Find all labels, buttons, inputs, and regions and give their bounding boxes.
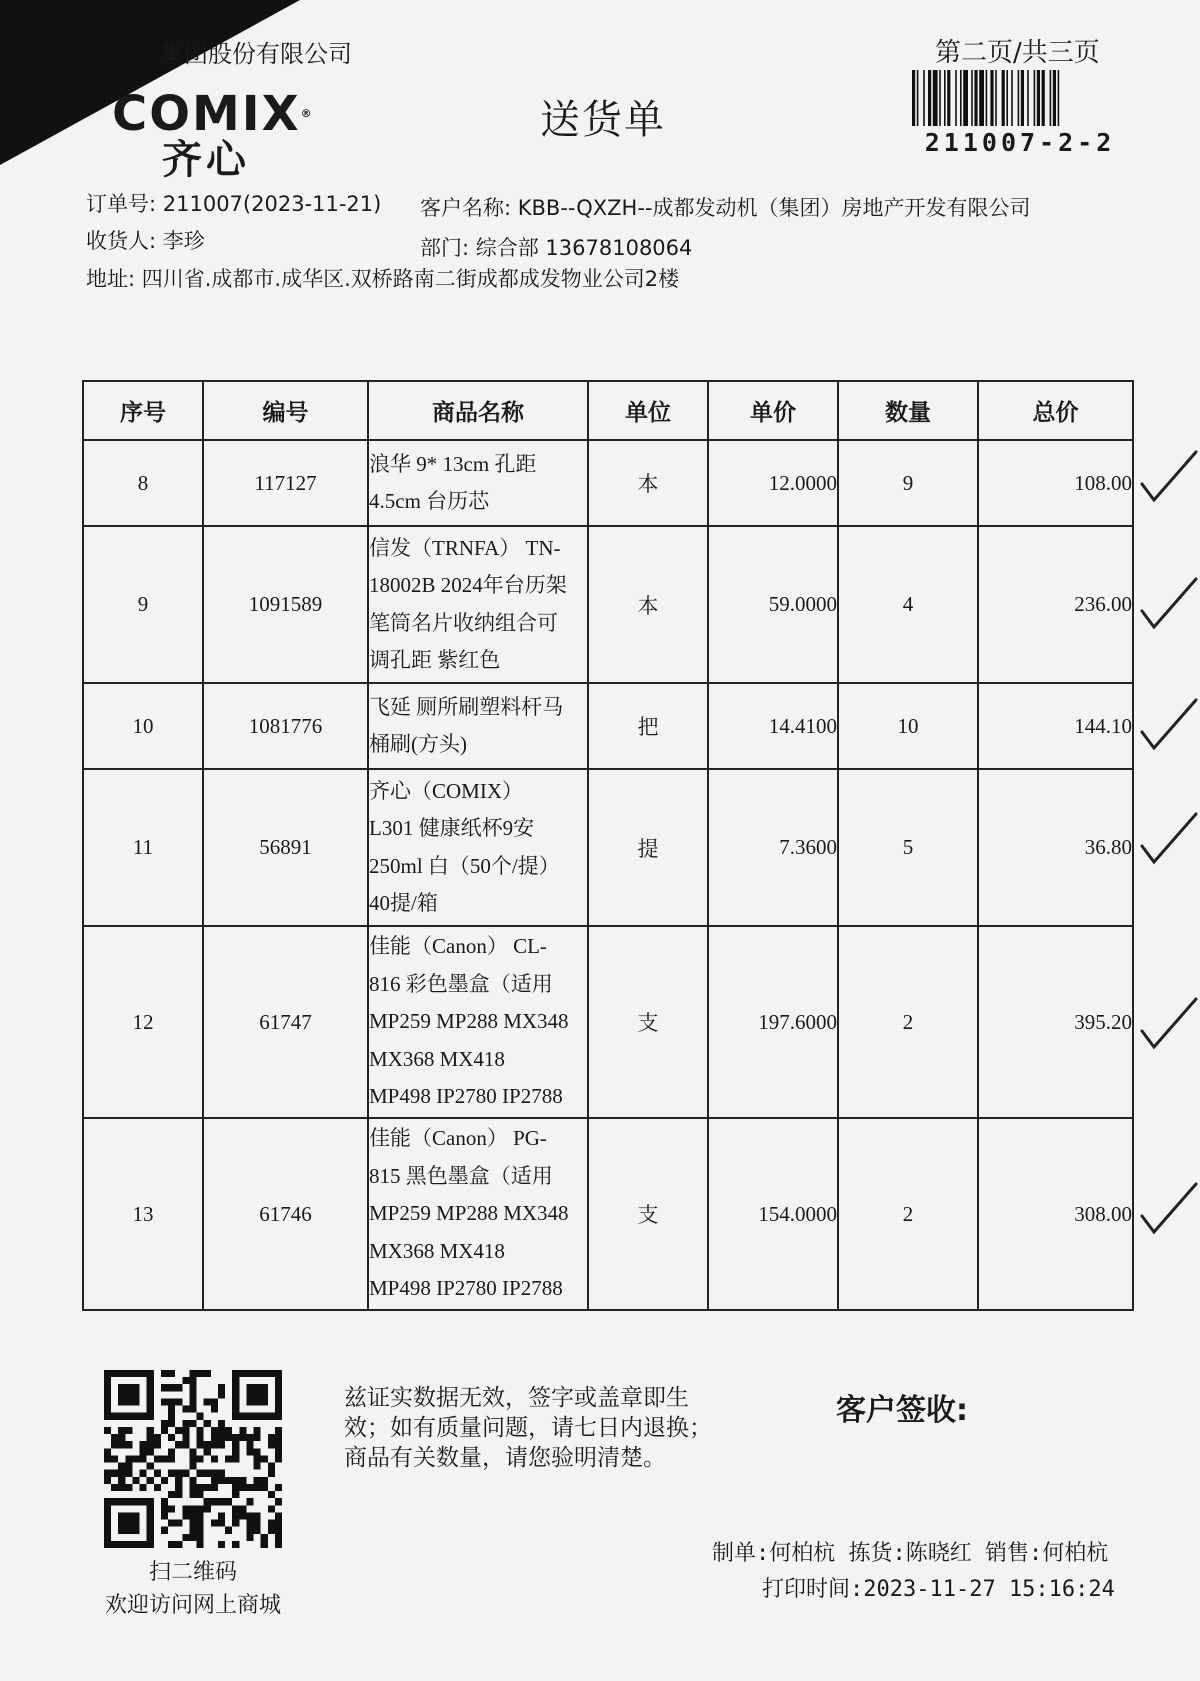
checkmark-icon [1138, 448, 1200, 508]
cell-unit-price: 59.0000 [708, 526, 838, 683]
cell-code: 61746 [203, 1118, 368, 1310]
qr-label-mall: 欢迎访问网上商城 [104, 1592, 281, 1617]
qr-code [104, 1370, 282, 1548]
company-name: 集团股份有限公司 [160, 40, 352, 68]
cell-product-name: 飞延 厕所刷塑料杆马 桶刷(方头) [368, 683, 588, 769]
customer-signature-label: 客户签收: [836, 1393, 968, 1428]
cell-quantity: 2 [838, 926, 978, 1118]
cell-total: 236.00 [978, 526, 1133, 683]
cell-total: 108.00 [978, 440, 1133, 526]
cell-unit-price: 154.0000 [708, 1118, 838, 1310]
cell-seq: 13 [83, 1118, 203, 1310]
cell-unit-price: 197.6000 [708, 926, 838, 1118]
barcode-number: 211007-2-2 [924, 128, 1116, 157]
cell-product-name: 佳能（Canon） CL- 816 彩色墨盒（适用 MP259 MP288 MX348 MX368 MX418 MP498 IP2780 IP2788 [368, 926, 588, 1118]
header-total: 总价 [978, 381, 1133, 440]
cell-unit-price: 12.0000 [708, 440, 838, 526]
cell-quantity: 2 [838, 1118, 978, 1310]
barcode [912, 70, 1128, 126]
header-unit-price: 单价 [708, 381, 838, 440]
cell-unit: 本 [588, 526, 708, 683]
receiver: 收货人: 李珍 [86, 229, 205, 253]
cell-quantity: 5 [838, 769, 978, 926]
comix-logo [112, 86, 342, 183]
cell-product-name: 浪华 9* 13cm 孔距 4.5cm 台历芯 [368, 440, 588, 526]
items-table [82, 380, 1134, 1311]
header-quantity: 数量 [838, 381, 978, 440]
cell-product-name: 佳能（Canon） PG- 815 黑色墨盒（适用 MP259 MP288 MX348 MX368 MX418 MP498 IP2780 IP2788 [368, 1118, 588, 1310]
cell-unit: 把 [588, 683, 708, 769]
cell-seq: 11 [83, 769, 203, 926]
cell-unit: 支 [588, 1118, 708, 1310]
cell-product-name: 信发（TRNFA） TN- 18002B 2024年台历架 笔筒名片收纳组合可 调孔距 紫红色 [368, 526, 588, 683]
address: 地址: 四川省.成都市.成华区.双桥路南二街成都成发物业公司2楼 [86, 267, 680, 291]
cell-total: 144.10 [978, 683, 1133, 769]
checkmark-icon [1138, 575, 1200, 635]
table-row [83, 440, 1133, 526]
cell-unit: 支 [588, 926, 708, 1118]
department: 部门: 综合部 13678108064 [420, 236, 693, 260]
checkmark-icon [1138, 1180, 1200, 1240]
notice-line: 商品有关数量，请您验明清楚。 [344, 1445, 666, 1471]
cell-code: 1081776 [203, 683, 368, 769]
cell-code: 56891 [203, 769, 368, 926]
cell-total: 36.80 [978, 769, 1133, 926]
cell-unit-price: 7.3600 [708, 769, 838, 926]
cell-quantity: 9 [838, 440, 978, 526]
notice-line: 效；如有质量问题，请七日内退换； [344, 1415, 712, 1441]
checkmark-icon [1138, 696, 1200, 756]
table-row [83, 526, 1133, 683]
cell-seq: 9 [83, 526, 203, 683]
header-code: 编号 [203, 381, 368, 440]
cell-unit: 提 [588, 769, 708, 926]
staff-line: 制单:何柏杭 拣货:陈晓红 销售:何柏杭 [712, 1541, 1109, 1566]
cell-product-name: 齐心（COMIX） L301 健康纸杯9安 250ml 白（50个/提） 40提/箱 [368, 769, 588, 926]
cell-seq: 8 [83, 440, 203, 526]
cell-code: 61747 [203, 926, 368, 1118]
checkmark-icon [1138, 810, 1200, 870]
cell-quantity: 10 [838, 683, 978, 769]
header-seq: 序号 [83, 381, 203, 440]
logo-registered-mark: ® [300, 107, 314, 120]
customer-name: 客户名称: KBB--QXZH--成都发动机（集团）房地产开发有限公司 [420, 196, 1031, 220]
checkmark-icon [1138, 995, 1200, 1055]
cell-quantity: 4 [838, 526, 978, 683]
notice-line: 兹证实数据无效，签字或盖章即生 [344, 1385, 689, 1411]
logo-english: COMIX [112, 86, 301, 142]
table-header-row [83, 381, 1133, 440]
document-title: 送货单 [540, 97, 666, 143]
header-product-name: 商品名称 [368, 381, 588, 440]
cell-code: 117127 [203, 440, 368, 526]
cell-seq: 12 [83, 926, 203, 1118]
page-indicator: 第二页/共三页 [935, 38, 1100, 68]
table-row [83, 683, 1133, 769]
cell-unit: 本 [588, 440, 708, 526]
cell-total: 395.20 [978, 926, 1133, 1118]
table-row [83, 926, 1133, 1118]
cell-unit-price: 14.4100 [708, 683, 838, 769]
cell-code: 1091589 [203, 526, 368, 683]
order-number: 订单号: 211007(2023-11-21) [86, 192, 382, 216]
notice-text [344, 1383, 764, 1473]
cell-total: 308.00 [978, 1118, 1133, 1310]
print-time: 打印时间:2023-11-27 15:16:24 [762, 1577, 1115, 1602]
header-unit: 单位 [588, 381, 708, 440]
cell-seq: 10 [83, 683, 203, 769]
table-row [83, 769, 1133, 926]
table-row [83, 1118, 1133, 1310]
logo-chinese: 齐心 [162, 137, 250, 183]
qr-label-scan: 扫二维码 [148, 1559, 237, 1584]
